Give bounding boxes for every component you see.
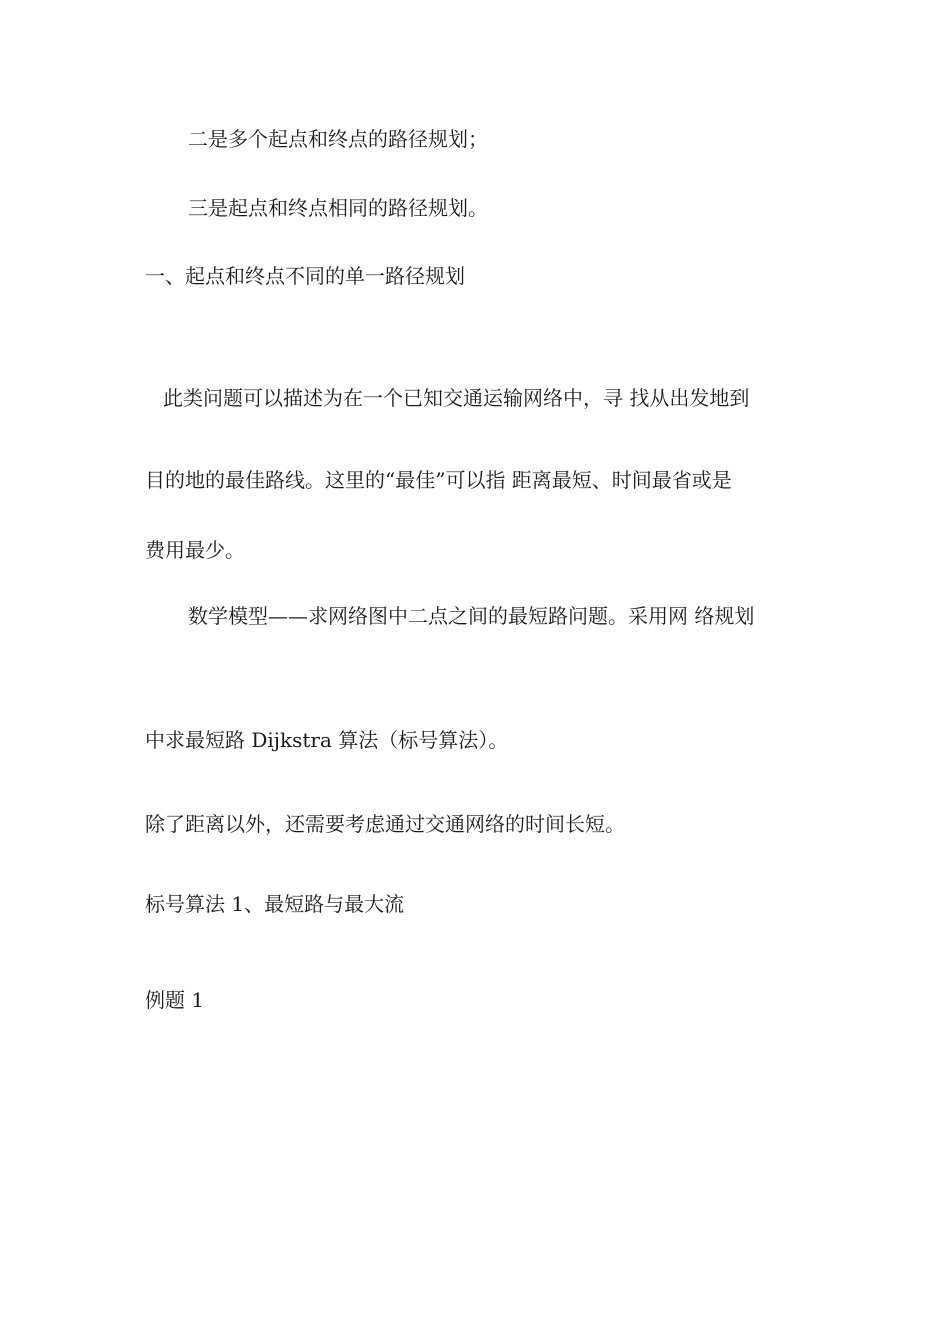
- paragraph-line-5: 费用最少。: [145, 538, 245, 562]
- paragraph-line-8: 除了距离以外，还需要考虑通过交通网络的时间长短。: [145, 812, 625, 836]
- paragraph-line-2: 三是起点和终点相同的路径规划。: [188, 196, 488, 220]
- paragraph-line-7: 中求最短路 Dijkstra 算法（标号算法）。: [145, 728, 509, 752]
- paragraph-line-3: 此类问题可以描述为在一个已知交通运输网络中，寻 找从出发地到: [163, 386, 750, 410]
- section-heading: 一、起点和终点不同的单一路径规划: [145, 264, 465, 288]
- paragraph-line-9: 标号算法 1、最短路与最大流: [145, 892, 405, 916]
- paragraph-line-1: 二是多个起点和终点的路径规划；: [188, 127, 488, 151]
- paragraph-line-4: 目的地的最佳路线。这里的“最佳”可以指 距离最短、时间最省或是: [145, 468, 732, 492]
- paragraph-line-6: 数学模型——求网络图中二点之间的最短路问题。采用网 络规划: [188, 604, 755, 628]
- example-label: 例题 1: [145, 988, 205, 1012]
